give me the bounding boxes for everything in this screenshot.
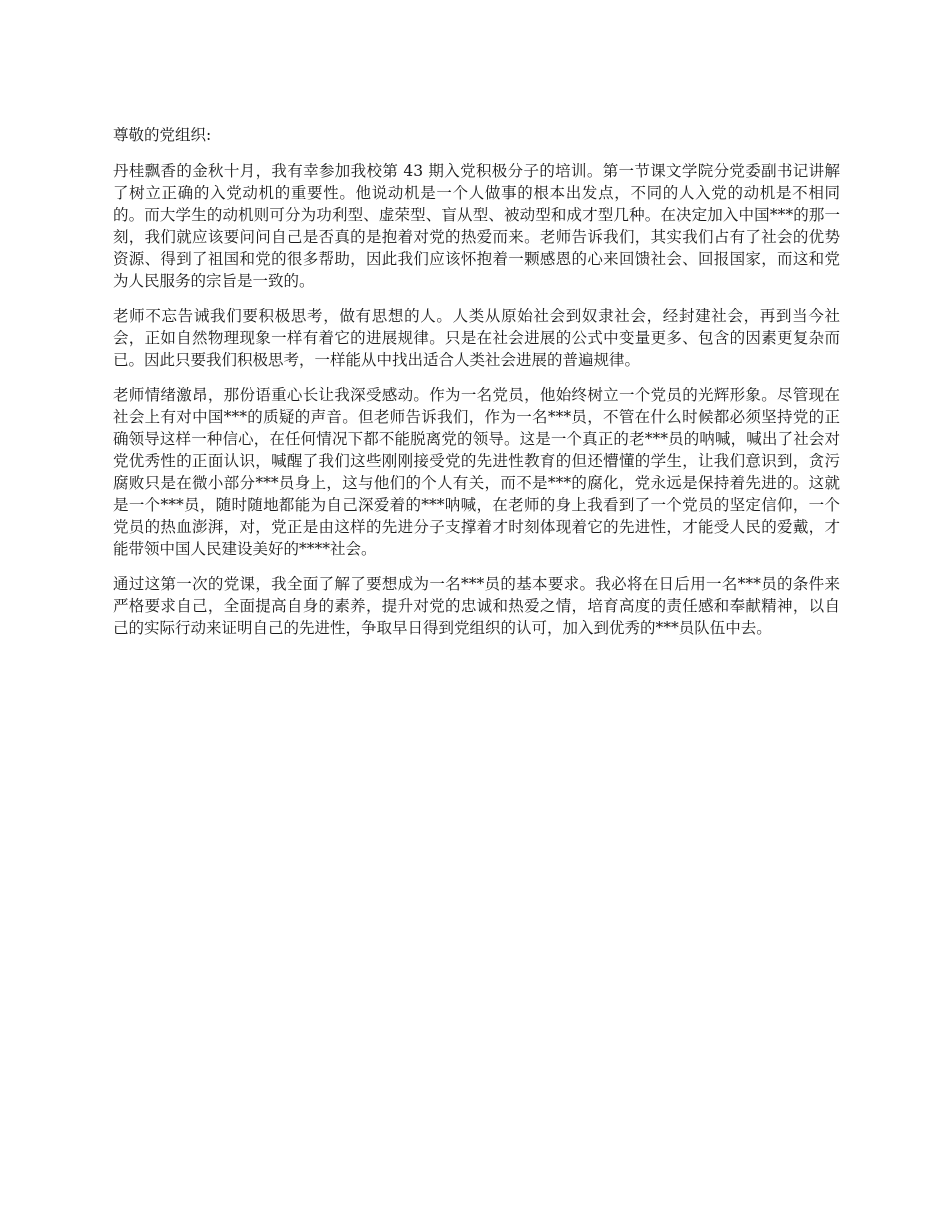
paragraph-1: 丹桂飘香的金秋十月，我有幸参加我校第 43 期入党积极分子的培训。第一节课文学院分党委副书记讲解了树立正确的入党动机的重要性。他说动机是一个人做事的根本出发点，不同的人入党的动机是不相同的。而大学生的动机则可分为功利型、虚荣型、盲从型、被动型和成才型几种。在决定加入中国***的那一刻，我们就应该要问问自己是否真的是抱着对党的热爱而来。老师告诉我们，其实我们占有了社会的优势资源、得到了祖国和党的很多帮助，因此我们应该怀抱着一颗感恩的心来回馈社会、回报国家，而这和党为人民服务的宗旨是一致的。	[113, 162, 840, 290]
salutation: 尊敬的党组织:	[113, 126, 212, 144]
paragraph-2: 老师不忘告诫我们要积极思考，做有思想的人。人类从原始社会到奴隶社会，经封建社会，再到当今社会，正如自然物理现象一样有着它的进展规律。只是在社会进展的公式中变量更多、包含的因素更复杂而已。因此只要我们积极思考，一样能从中找出适合人类社会进展的普遍规律。	[113, 307, 840, 369]
paragraph-3: 老师情绪激昂，那份语重心长让我深受感动。作为一名党员，他始终树立一个党员的光辉形象。尽管现在社会上有对中国***的质疑的声音。但老师告诉我们，作为一名***员，不管在什么时候都必须坚持党的正确领导这样一种信心，在任何情况下都不能脱离党的领导。这是一个真正的老***员的呐喊，喊出了社会对党优秀性的正面认识，喊醒了我们这些刚刚接受党的先进性教育的但还懵懂的学生，让我们意识到，贪污腐败只是在微小部分***员身上，这与他们的个人有关，而不是***的腐化，党永远是保持着先进的。这就是一个***员，随时随地都能为自己深爱着的***呐喊，在老师的身上我看到了一个党员的坚定信仰，一个党员的热血澎湃，对，党正是由这样的先进分子支撑着才时刻体现着它的先进性，才能受人民的爱戴，才能带领中国人民建设美好的****社会。	[113, 386, 840, 558]
document-body	[113, 124, 840, 652]
paragraph-4: 通过这第一次的党课，我全面了解了要想成为一名***员的基本要求。我必将在日后用一名***员的条件来严格要求自己，全面提高自身的素养，提升对党的忠诚和热爱之情，培育高度的责任感和奉献精神，以自己的实际行动来证明自己的先进性，争取早日得到党组织的认可，加入到优秀的***员队伍中去。	[113, 575, 840, 637]
